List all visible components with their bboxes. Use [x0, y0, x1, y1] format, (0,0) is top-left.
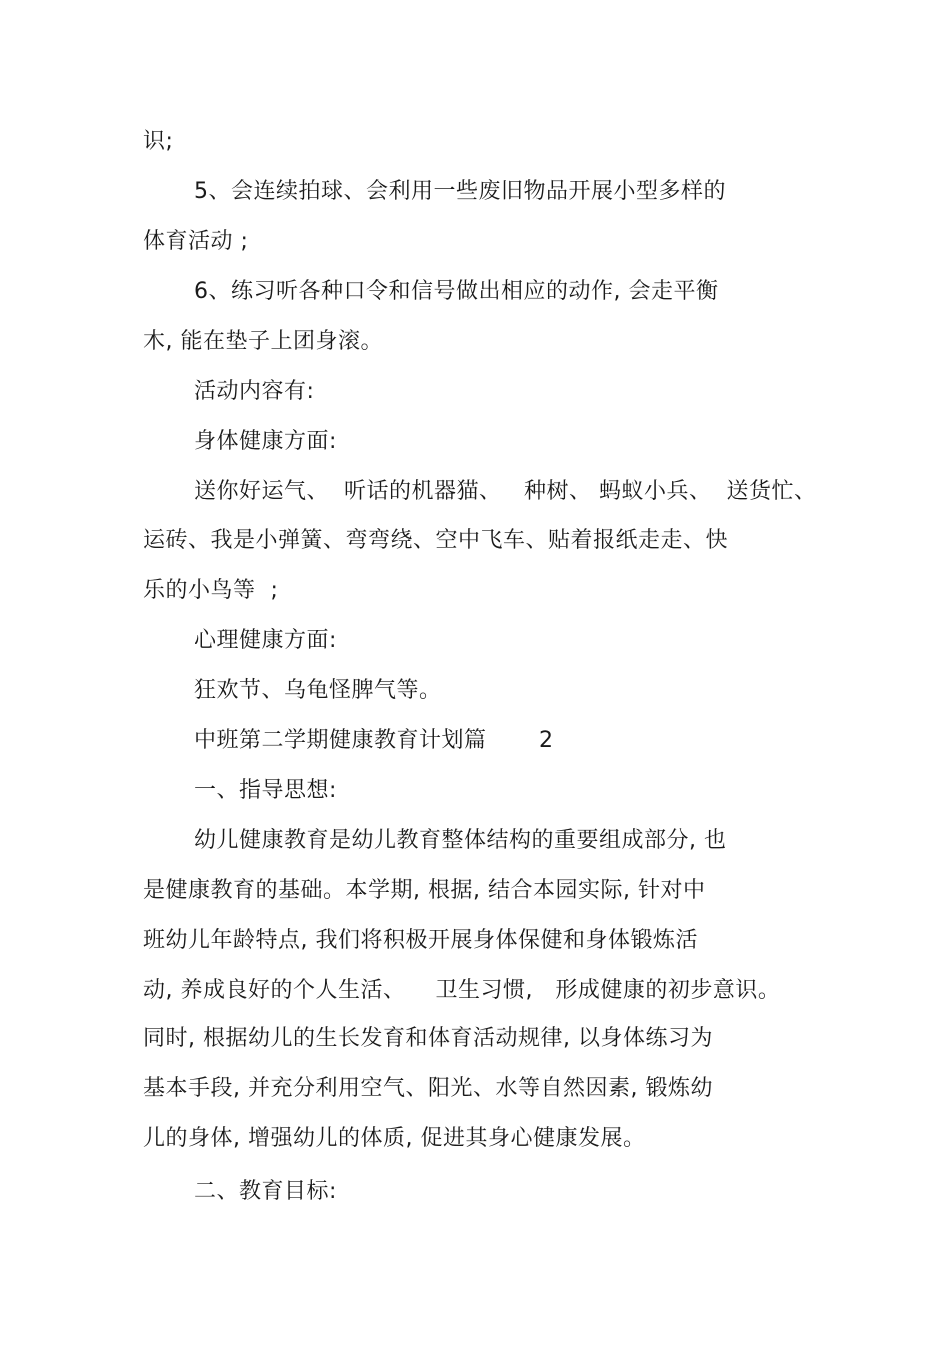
section-title: 中班第二学期健康教育计划篇 2 — [194, 728, 554, 753]
text-line: 儿的身体, 增强幼儿的体质, 促进其身心健康发展。 — [143, 1126, 646, 1151]
text-line: 同时, 根据幼儿的生长发育和体育活动规律, 以身体练习为 — [143, 1026, 713, 1051]
text-line: 体育活动 ; — [143, 229, 249, 254]
text-line: 班幼儿年龄特点, 我们将积极开展身体保健和身体锻炼活 — [143, 928, 698, 953]
text-line: 木, 能在垫子上团身滚。 — [143, 329, 383, 354]
section-label: 活动内容有: — [194, 379, 315, 404]
text-line: 识; — [143, 129, 174, 154]
text-line: 运砖、我是小弹簧、弯弯绕、空中飞车、贴着报纸走走、快 — [143, 528, 729, 553]
text-line: 动, 养成良好的个人生活、 卫生习惯, 形成健康的初步意识。 — [143, 978, 781, 1003]
text-line: 送你好运气、 听话的机器猫、 种树、 蚂蚁小兵、 送货忙、 — [194, 479, 817, 504]
section-heading: 一、指导思想: — [194, 778, 337, 803]
section-label: 身体健康方面: — [194, 429, 337, 454]
text-line: 基本手段, 并充分利用空气、阳光、水等自然因素, 锻炼幼 — [143, 1076, 713, 1101]
text-line: 5、会连续拍球、会利用一些废旧物品开展小型多样的 — [194, 179, 726, 204]
section-heading: 二、教育目标: — [194, 1179, 337, 1204]
text-line: 是健康教育的基础。本学期, 根据, 结合本园实际, 针对中 — [143, 878, 706, 903]
text-line: 乐的小鸟等 ; — [143, 578, 279, 603]
text-line: 狂欢节、乌龟怪脾气等。 — [194, 678, 442, 703]
section-label: 心理健康方面: — [194, 628, 337, 653]
text-line: 6、练习听各种口令和信号做出相应的动作, 会走平衡 — [194, 279, 719, 304]
text-line: 幼儿健康教育是幼儿教育整体结构的重要组成部分, 也 — [194, 828, 727, 853]
